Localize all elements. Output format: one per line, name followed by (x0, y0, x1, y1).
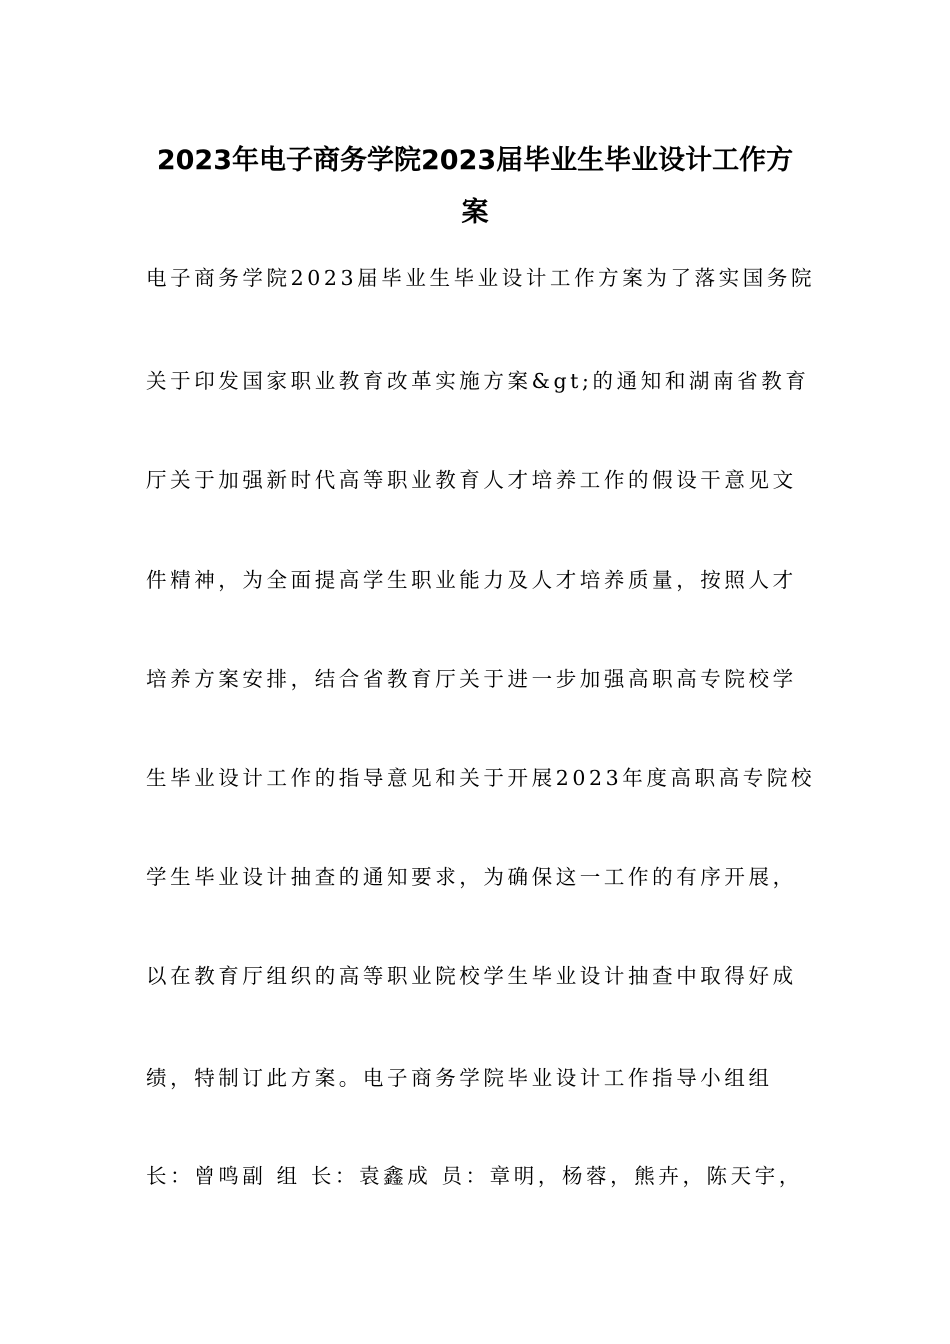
document-title-line-1: 2023年电子商务学院2023届毕业生毕业设计工作方 (156, 145, 794, 176)
body-line-10: 长：曾鸣副 组 长：袁鑫成 员：章明，杨蓉，熊卉，陈天宇， (146, 1164, 803, 1188)
body-line-5: 培养方案安排，结合省教育厅关于进一步加强高职高专院校学 (146, 667, 797, 691)
body-line-8: 以在教育厅组织的高等职业院校学生毕业设计抽查中取得好成 (146, 964, 797, 988)
body-line-6: 生毕业设计工作的指导意见和关于开展2023年度高职高专院校 (146, 766, 816, 790)
body-line-7: 学生毕业设计抽查的通知要求，为确保这一工作的有序开展， (146, 865, 797, 889)
body-line-2: 关于印发国家职业教育改革实施方案&gt;的通知和湖南省教育 (146, 369, 810, 393)
body-line-1: 电子商务学院2023届毕业生毕业设计工作方案为了落实国务院 (146, 266, 816, 290)
body-line-3: 厅关于加强新时代高等职业教育人才培养工作的假设干意见文 (146, 468, 797, 492)
body-line-4: 件精神，为全面提高学生职业能力及人才培养质量，按照人才 (146, 568, 797, 592)
document-title-line-2: 案 (461, 197, 489, 228)
body-line-9: 绩，特制订此方案。电子商务学院毕业设计工作指导小组组 (146, 1066, 773, 1090)
